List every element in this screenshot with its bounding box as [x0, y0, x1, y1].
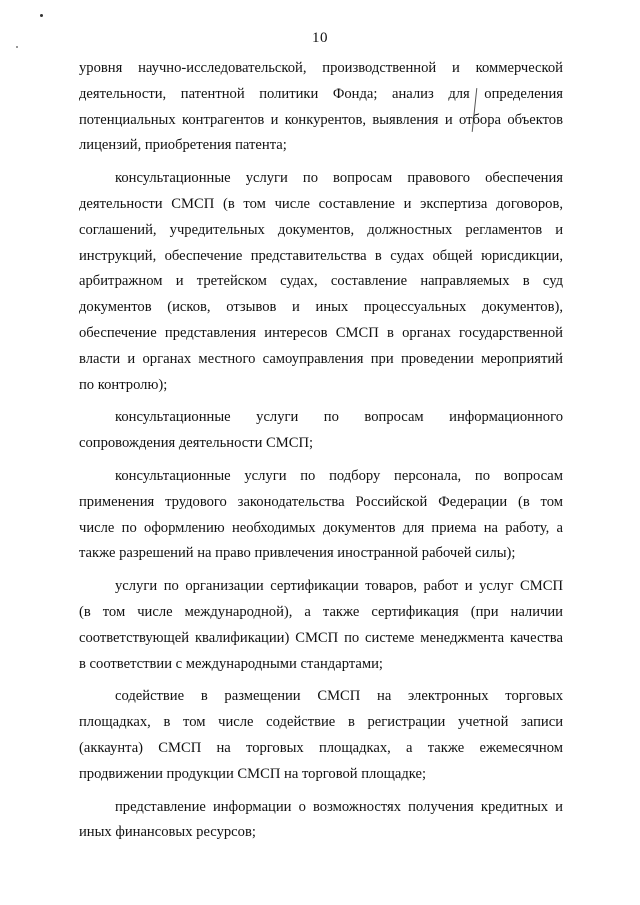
text-line: иных финансовых ресурсов; [79, 824, 256, 841]
text-line: (аккаунта) СМСП на торговых площадках, а также ежемесячном [79, 739, 563, 756]
text-line: сопровождения деятельности СМСП; [79, 435, 314, 452]
text-line: услуги по организации сертификации товаров, работ и услуг СМСП [115, 578, 563, 595]
paragraph [79, 464, 563, 567]
paragraph [79, 56, 563, 159]
text-line: соответствующей квалификации) СМСП по системе менеджмента качества [79, 629, 563, 646]
text-line: деятельности СМСП (в том числе составление и экспертиза договоров, [79, 195, 563, 212]
paragraph [79, 166, 563, 398]
text-line: площадках, в том числе содействие в регистрации учетной записи [79, 714, 563, 731]
text-line: потенциальных контрагентов и конкурентов, выявления и отбора объектов [79, 111, 563, 128]
text-line: в соответствии с международными стандартами; [79, 655, 383, 672]
text-line: числе по оформлению необходимых документов для приема на работу, а [79, 519, 563, 536]
text-line: соглашений, учредительных документов, должностных регламентов и [79, 221, 563, 238]
text-line: (в том числе международной), а также сертификация (при наличии [79, 603, 563, 620]
text-line: арбитражном и третейском судах, составление направляемых в суд [79, 273, 563, 290]
text-line: уровня научно-исследовательской, производственной и коммерческой [79, 60, 563, 76]
paragraph [79, 795, 563, 847]
text-line: лицензий, приобретения патента; [79, 137, 287, 154]
text-line: консультационные услуги по вопросам правового обеспечения [115, 170, 563, 187]
paragraph [79, 684, 563, 787]
text-line: также разрешений на право привлечения иностранной рабочей силы); [79, 545, 516, 562]
text-line: обеспечение представления интересов СМСП в органах государственной [79, 324, 563, 341]
text-line: инструкций, обеспечение представительства в судах общей юрисдикции, [79, 247, 563, 264]
text-line: документов (исков, отзывов и иных процессуальных документов), [79, 299, 563, 316]
scan-speck [40, 14, 43, 17]
text-line: консультационные услуги по вопросам информационного [115, 409, 563, 426]
paragraph [79, 405, 563, 457]
text-line: консультационные услуги по подбору персонала, по вопросам [115, 467, 563, 484]
text-line: власти и органах местного самоуправления при проведении мероприятий [79, 350, 563, 367]
text-line: деятельности, патентной политики Фонда; анализ для определения [79, 85, 563, 102]
text-line: применения трудового законодательства Российской Федерации (в том [79, 493, 563, 510]
paragraph [79, 574, 563, 677]
document-body [79, 56, 563, 853]
page-number: 10 [312, 30, 328, 46]
text-line: содействие в размещении СМСП на электронных торговых [115, 688, 563, 705]
text-line: продвижении продукции СМСП на торговой площадке; [79, 765, 427, 782]
text-line: представление информации о возможностях получения кредитных и [115, 798, 563, 815]
text-line: по контролю); [79, 376, 168, 393]
